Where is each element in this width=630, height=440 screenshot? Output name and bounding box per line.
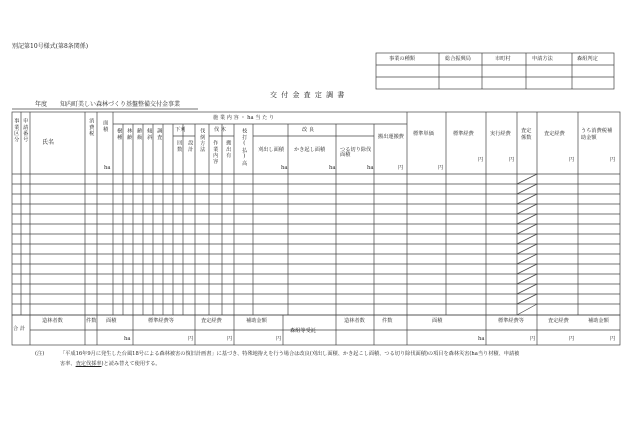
header-tax-subsidy-unit: 円 xyxy=(610,157,616,163)
header-scraping-unit: ha xyxy=(329,165,336,171)
totals-standard-cost: 標準経費等 xyxy=(148,318,174,324)
approval-header-method: 申請方法 xyxy=(532,56,553,62)
totals-association-receipt: 森組等受託 xyxy=(290,328,316,334)
header-tax-subsidy: うち消費税補助金額 xyxy=(581,128,613,142)
header-work-content: 施 業 内 容 ・ ha 当 た り xyxy=(213,115,275,121)
header-felling-method: 伐倒方法 xyxy=(199,128,206,153)
approval-header-project-type: 事業の種類 xyxy=(389,56,415,62)
totals-subsidy: 補助金額 xyxy=(246,318,267,324)
totals-area-unit: ha xyxy=(124,336,131,342)
header-standard-cost-unit: 円 xyxy=(478,157,484,163)
header-forest-class: 齢級 xyxy=(136,128,143,141)
project-name: 知内町美しい森林づくり基盤整備交付金事業 xyxy=(60,101,181,108)
header-felling: 伐 木 xyxy=(214,127,227,133)
header-area-unit: ha xyxy=(104,165,111,171)
totals-subsidy-amount: 補助金額 xyxy=(588,318,609,324)
header-actual-cost-unit: 円 xyxy=(509,157,515,163)
totals-count-2: 件数 xyxy=(382,318,393,324)
header-vine-cut-unit: ha xyxy=(367,165,374,171)
totals-assessed-cost-unit: 円 xyxy=(227,336,233,342)
header-survey: 調査 xyxy=(156,128,163,141)
header-work-content-sub: 作業内容 xyxy=(212,140,219,165)
header-standard-cost: 標準経費 xyxy=(453,131,474,137)
totals-area-2: 面積 xyxy=(432,318,443,324)
header-actual-cost: 実行経費 xyxy=(490,131,511,137)
totals-owners-2: 造林者数 xyxy=(344,318,365,324)
header-sub-category: 事業区分 xyxy=(13,118,20,143)
header-assessed-cost-unit: 円 xyxy=(569,157,575,163)
fiscal-year-label: 年度 xyxy=(35,101,48,108)
note-line-2 xyxy=(60,362,161,367)
approval-header-judgement: 森組判定 xyxy=(577,56,598,62)
totals-assessed-cost-2: 査定経費 xyxy=(548,318,569,324)
header-branch-removal: 枝打(払)高 xyxy=(241,128,248,167)
header-unit-cost: 標準単価 xyxy=(413,131,434,137)
note-line-2-prefix: 害率、 xyxy=(60,361,76,367)
totals-area-2-unit: ha xyxy=(478,336,485,342)
note-line-2-underlined: 査定伐採率 xyxy=(75,361,102,367)
totals-subsidy-amount-unit: 円 xyxy=(610,336,616,342)
header-extraction-unit: ha xyxy=(281,165,288,171)
totals-count: 件数 xyxy=(86,318,97,324)
header-scraping-area: かき起し面積 xyxy=(294,147,326,153)
totals-assessed-cost: 査定経費 xyxy=(201,318,222,324)
totals-owners: 造林者数 xyxy=(42,318,63,324)
header-assessment-factor: 査定係数 xyxy=(521,128,532,142)
header-forest-type: 樹種 xyxy=(116,128,123,141)
header-lower-cut-design: 設計 xyxy=(187,140,194,153)
header-lower-cut-count: 回数 xyxy=(176,140,183,153)
header-transport-cost: 搬出運搬費 xyxy=(378,134,404,140)
header-unit-cost-unit: 円 xyxy=(438,165,444,171)
totals-area: 面積 xyxy=(106,318,117,324)
form-number: 別記第10号様式(第8条関係) xyxy=(12,43,89,50)
header-improvement: 改 良 xyxy=(302,127,315,133)
approval-header-bureau: 総合振興局 xyxy=(445,56,471,62)
note-label: (注) xyxy=(35,351,45,357)
totals-assessed-cost-2-unit: 円 xyxy=(569,336,575,342)
totals-standard-cost-unit: 円 xyxy=(188,336,194,342)
header-area: 面積 xyxy=(102,120,109,133)
header-consumption-tax: 消費税 xyxy=(88,118,95,137)
header-vine-cut-area: つる切り除伐面積 xyxy=(340,147,372,159)
note-line-2-suffix: )と読み替えて使用する。 xyxy=(101,361,161,367)
page-title: 交 付 金 査 定 調 書 xyxy=(270,91,346,99)
totals-standard-cost-2-unit: 円 xyxy=(530,336,536,342)
totals-label: 合 計 xyxy=(13,326,26,332)
totals-standard-cost-2: 標準経費等 xyxy=(498,318,524,324)
header-slope: 傾斜 xyxy=(146,128,153,141)
note-line-1: 「平成16年9月に発生した台風18号による森林被害の復旧計画書」に基づき、特殊地拵えを行う場合は改良(刈出し面積、かき起こし面積、つる切り除伐面積)の項目を森林災害(ha当り材積、申請被 xyxy=(60,351,520,357)
header-lower-cut: 下刈 xyxy=(175,127,186,133)
header-application-no: 申請番号 xyxy=(22,118,29,143)
header-age: 林齢 xyxy=(126,128,133,141)
header-removal: 搬出有 xyxy=(225,140,232,159)
header-extraction-area: 刈出し面積 xyxy=(258,147,284,153)
approval-header-municipality: 市町村 xyxy=(495,56,511,62)
header-assessed-cost: 査定経費 xyxy=(544,131,565,137)
header-transport-unit: 円 xyxy=(398,165,404,171)
totals-subsidy-unit: 円 xyxy=(276,336,282,342)
header-name: 氏名 xyxy=(42,139,55,146)
